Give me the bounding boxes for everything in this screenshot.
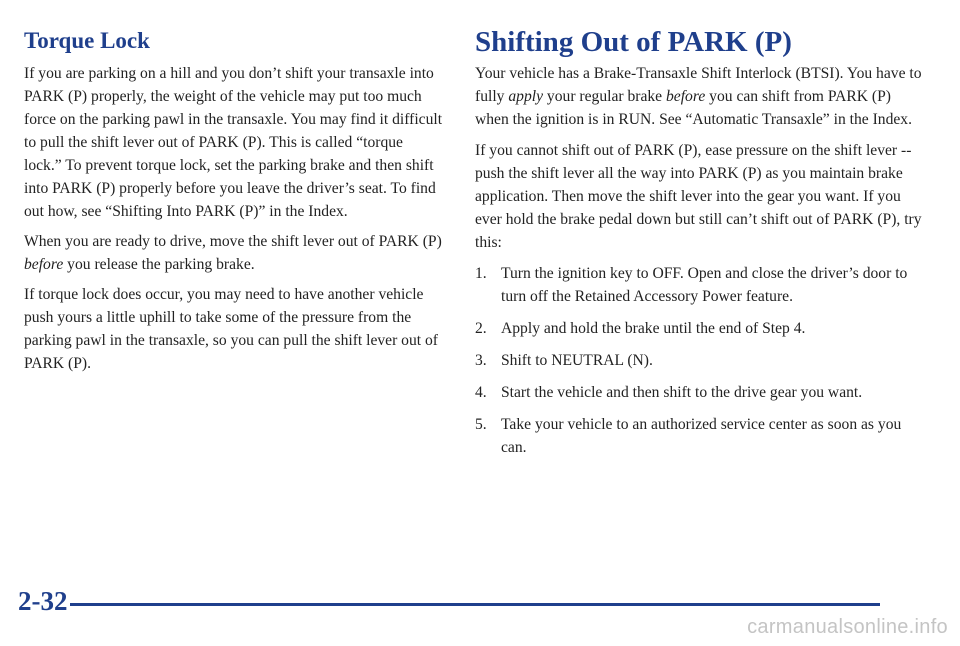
list-item xyxy=(475,413,925,459)
step-number: 4. xyxy=(475,384,487,401)
torque-lock-paragraph-2 xyxy=(24,230,444,276)
list-item xyxy=(475,262,925,308)
step-number: 3. xyxy=(475,352,487,369)
torque-lock-heading: Torque Lock xyxy=(24,28,150,53)
steps-list xyxy=(475,262,925,459)
list-item xyxy=(475,317,925,340)
left-body xyxy=(24,62,444,375)
step-text: Shift to NEUTRAL (N). xyxy=(501,352,653,369)
paragraph-text: Your vehicle has a Brake-Transaxle Shift Interlock (BTSI). You have to fully xyxy=(475,65,922,105)
cannot-shift-paragraph: If you cannot shift out of PARK (P), ease pressure on the shift lever -- push the shift lever all the way into PARK (P) as you maintain brake application. Then move the shift lever into the gear you want. If you ever hold the brake pedal down but still can’t shift out of PARK (P), try this: xyxy=(475,142,922,251)
paragraph-text: you can shift from PARK (P) when the ignition is in RUN. See “Automatic Transaxle” in the Index. xyxy=(475,88,912,128)
shifting-out-of-park-heading: Shifting Out of PARK (P) xyxy=(475,26,792,58)
paragraph-text: When you are ready to drive, move the shift lever out of PARK (P) xyxy=(24,233,442,250)
btsi-paragraph xyxy=(475,62,925,131)
torque-lock-paragraph-1: If you are parking on a hill and you don’t shift your transaxle into PARK (P) properly, the weight of the vehicle may put too much force on the parking pawl in the transaxle. You may find it difficult to pull the shift lever out of PARK (P). This is called “torque lock.” To prevent torque lock, set the parking brake and then shift into PARK (P) properly before you leave the driver’s seat. To find out how, see “Shifting Into PARK (P)” in the Index. xyxy=(24,65,443,220)
page-number: 2-32 xyxy=(18,586,68,616)
step-number: 1. xyxy=(475,265,487,282)
paragraph-text: your regular brake xyxy=(546,88,663,105)
list-item xyxy=(475,381,925,404)
step-text: Apply and hold the brake until the end of Step 4. xyxy=(501,320,806,337)
step-text: Take your vehicle to an authorized service center as soon as you can. xyxy=(501,416,902,456)
step-text: Start the vehicle and then shift to the drive gear you want. xyxy=(501,384,863,401)
step-number: 5. xyxy=(475,416,487,433)
step-number: 2. xyxy=(475,320,487,337)
torque-lock-paragraph-3: If torque lock does occur, you may need to have another vehicle push yours a little uphill to take some of the pressure from the parking pawl in the transaxle, so you can pull the shift lever out of PARK (P). xyxy=(24,286,438,372)
paragraph-text: you release the parking brake. xyxy=(67,256,255,273)
emphasis-before: before xyxy=(666,88,706,105)
step-text: Turn the ignition key to OFF. Open and close the driver’s door to turn off the Retained Accessory Power feature. xyxy=(501,265,908,305)
list-item xyxy=(475,349,925,372)
footer-divider xyxy=(70,603,880,606)
watermark: carmanualsonline.info xyxy=(747,616,948,638)
emphasis-before: before xyxy=(24,256,64,273)
emphasis-apply: apply xyxy=(508,88,544,105)
right-body xyxy=(475,62,925,468)
